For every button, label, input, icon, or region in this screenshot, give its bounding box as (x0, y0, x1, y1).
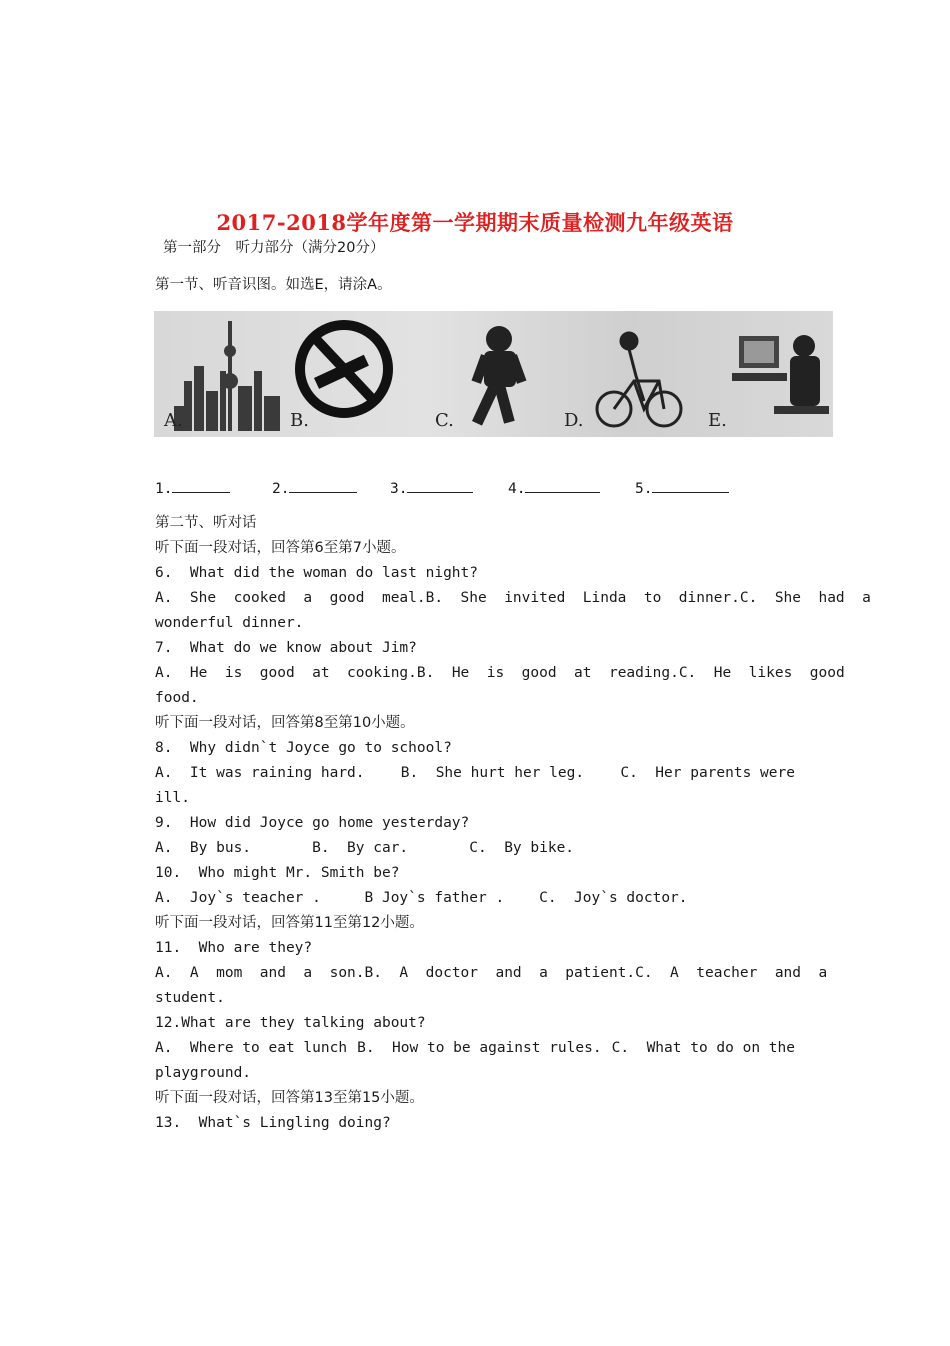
question-line: 13. What`s Lingling doing? (155, 1115, 391, 1131)
answer-option: A. A mom and a son. (155, 965, 365, 981)
answer-option: C. What to do on the (611, 1040, 795, 1056)
question-line: 8. Why didn`t Joyce go to school? (155, 740, 452, 756)
answer-options-line (155, 763, 795, 783)
dialogue-instruction: 听下面一段对话，回答第6至第7小题。 (155, 540, 406, 556)
answer-option: A. It was raining hard. (155, 765, 365, 781)
question-line: A. By bus. B. By car. C. By bike. (155, 840, 575, 856)
dialogue-instruction: 听下面一段对话，回答第11至第12小题。 (155, 915, 424, 931)
answer-option: B. He is good at reading. (416, 665, 679, 681)
question-line: 11. Who are they? (155, 940, 313, 956)
football-player-icon (472, 326, 527, 426)
question-line: ill. (155, 790, 190, 806)
bicycle-icon (597, 333, 681, 426)
question-line: playground. (155, 1065, 252, 1081)
figure-label: A. (164, 410, 183, 431)
figure-label: E. (708, 410, 727, 431)
answer-option: C. He likes good (678, 665, 845, 681)
question-line: A. Joy`s teacher . B Joy`s father . C. Joy`s doctor. (155, 890, 688, 906)
answer-options-line (155, 663, 845, 683)
answer-option: C. She had a (739, 590, 871, 606)
question-line: wonderful dinner. (155, 615, 304, 631)
answer-blank[interactable]: 5. (635, 478, 729, 497)
city-skyline-icon (174, 321, 280, 431)
question-line: student. (155, 990, 225, 1006)
answer-option: C. A teacher and a (635, 965, 828, 981)
answer-blank[interactable]: 4. (508, 478, 600, 497)
answer-blank[interactable]: 3. (390, 478, 473, 497)
answer-options-line (155, 1038, 795, 1058)
figure-label: D. (564, 410, 584, 431)
question-line: 7. What do we know about Jim? (155, 640, 417, 656)
answer-option: B. She invited Linda to dinner. (425, 590, 740, 606)
answer-option: B. How to be against rules. (357, 1040, 602, 1056)
question-line: 6. What did the woman do last night? (155, 565, 479, 581)
answer-option: A. She cooked a good meal. (155, 590, 426, 606)
computer-user-icon (732, 335, 829, 414)
answer-option: A. He is good at cooking. (155, 665, 417, 681)
answer-option: B. She hurt her leg. (400, 765, 585, 781)
figure-label: B. (290, 410, 309, 431)
answer-options-line (155, 588, 871, 608)
dialogue-instruction: 听下面一段对话，回答第8至第10小题。 (155, 715, 415, 731)
section-heading-1: 第一节、听音识图。如选E，请涂A。 (155, 277, 392, 293)
question-line: 10. Who might Mr. Smith be? (155, 865, 400, 881)
answer-option: A. Where to eat lunch (155, 1040, 348, 1056)
section-heading-2: 第二节、听对话 (155, 515, 257, 531)
answer-options-line (155, 963, 828, 983)
no-smoking-icon (300, 325, 388, 413)
answer-blank[interactable]: 2. (272, 478, 357, 497)
page-title: 2017-2018学年度第一学期期末质量检测九年级英语 (216, 210, 734, 235)
question-line: 9. How did Joyce go home yesterday? (155, 815, 470, 831)
pictures-illustration (154, 311, 833, 437)
answer-option: B. A doctor and a patient. (364, 965, 636, 981)
listening-pictures (154, 311, 833, 437)
dialogue-instruction: 听下面一段对话，回答第13至第15小题。 (155, 1090, 424, 1106)
figure-label: C. (435, 410, 454, 431)
answer-blank[interactable]: 1. (155, 478, 230, 497)
question-line: 12.What are they talking about? (155, 1015, 426, 1031)
part-heading: 第一部分 听力部分（满分20分） (163, 240, 385, 256)
answer-option: C. Her parents were (620, 765, 795, 781)
question-line: food. (155, 690, 199, 706)
